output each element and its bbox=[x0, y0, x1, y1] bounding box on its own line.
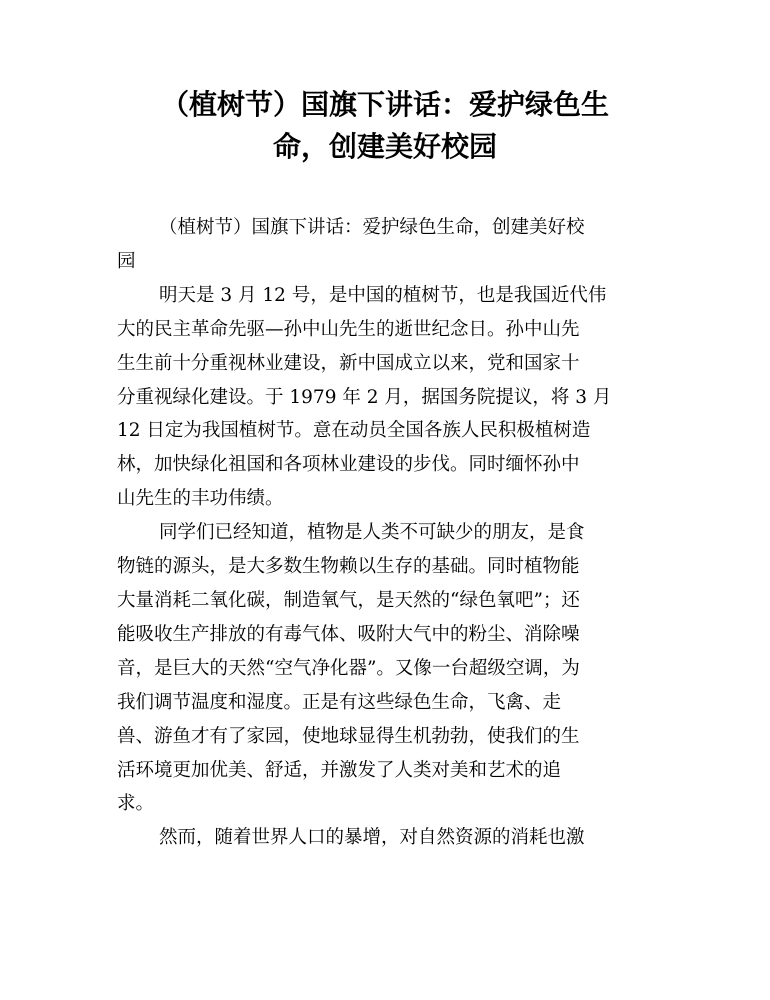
text-line: 明天是 3 月 12 号，是中国的植树节，也是我国近代伟 bbox=[159, 284, 607, 306]
document-title bbox=[100, 84, 670, 168]
text-line: 大量消耗二氧化碳，制造氧气，是天然的“绿色氧吧”；还 bbox=[117, 589, 580, 611]
text-line: 兽、游鱼才有了家园，使地球显得生机勃勃，使我们的生 bbox=[117, 725, 580, 747]
paragraph-heading-repeat bbox=[117, 211, 643, 279]
text-line: 分重视绿化建设。于 1979 年 2 月，据国务院提议，将 3 月 bbox=[117, 386, 612, 408]
text-line: （植树节）国旗下讲话：爱护绿色生命，创建美好校 bbox=[159, 217, 585, 238]
text-line: 园 bbox=[117, 250, 136, 272]
text-line: 12 日定为我国植树节。意在动员全国各族人民积极植树造 bbox=[117, 420, 591, 442]
text-line: 山先生的丰功伟绩。 bbox=[117, 488, 284, 510]
text-line: 求。 bbox=[117, 793, 155, 815]
paragraph-intro bbox=[117, 279, 643, 516]
paragraph-however bbox=[117, 821, 643, 855]
paragraph-plants bbox=[117, 516, 643, 821]
title-line: 命，创建美好校园 bbox=[272, 130, 497, 163]
text-line: 活环境更加优美、舒适，并激发了人类对美和艺术的追 bbox=[117, 759, 562, 781]
document-body bbox=[117, 211, 643, 855]
text-line: 生生前十分重视林业建设，新中国成立以来，党和国家十 bbox=[117, 352, 580, 374]
text-line: 能吸收生产排放的有毒气体、吸附大气中的粉尘、消除噪 bbox=[117, 623, 580, 645]
text-line: 音，是巨大的天然“空气净化器”。又像一台超级空调，为 bbox=[117, 657, 580, 679]
title-line: （植树节）国旗下讲话：爱护绿色生 bbox=[160, 88, 609, 121]
text-line: 林，加快绿化祖国和各项林业建设的步伐。同时缅怀孙中 bbox=[117, 454, 580, 476]
text-line: 我们调节温度和湿度。正是有这些绿色生命，飞禽、走 bbox=[117, 691, 562, 713]
text-line: 物链的源头，是大多数生物赖以生存的基础。同时植物能 bbox=[117, 556, 580, 578]
text-line: 然而，随着世界人口的暴增，对自然资源的消耗也激 bbox=[159, 827, 585, 849]
text-line: 大的民主革命先驱—孙中山先生的逝世纪念日。孙中山先 bbox=[117, 318, 580, 340]
text-line: 同学们已经知道，植物是人类不可缺少的朋友，是食 bbox=[159, 522, 585, 544]
